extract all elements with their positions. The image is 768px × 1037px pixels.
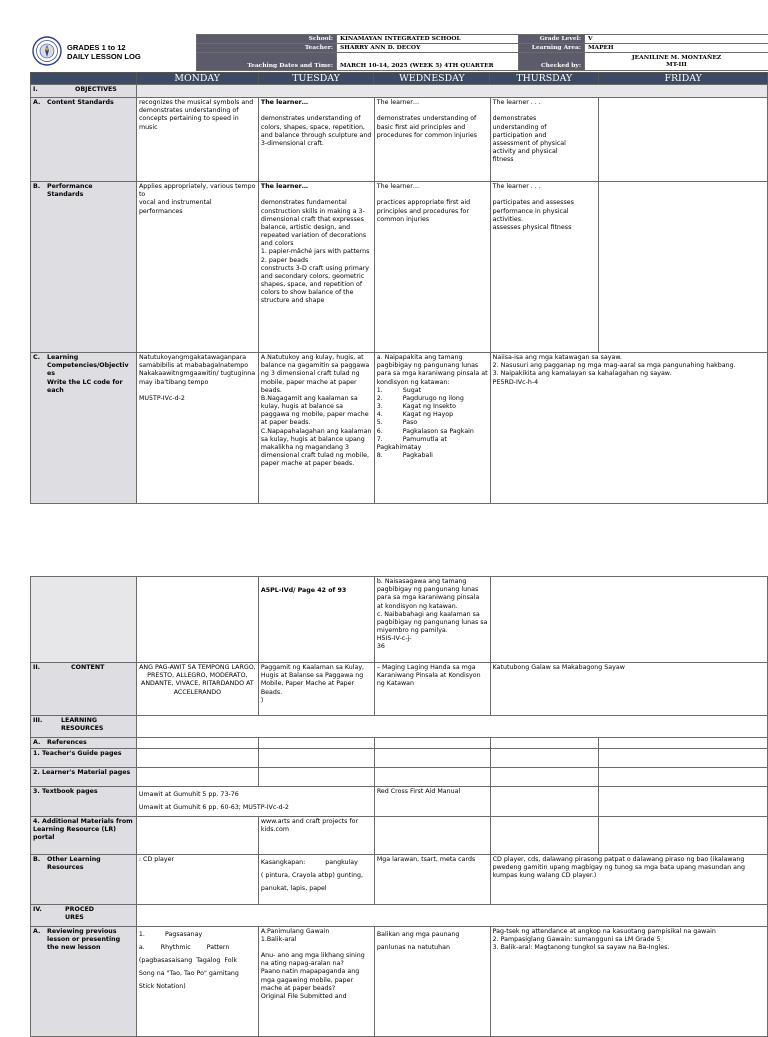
wednesday-comp-item: 3. Kagat ng Insekto <box>377 403 488 411</box>
teacher-value: SHARRY ANN D. DECOY <box>337 44 519 53</box>
textbook-ref-2: Umawit at Gumuhit 6 pp. 60-63; MU5TP-IVc-d-2 <box>139 801 372 814</box>
wednesday-comp-item: 8. Pagkabali <box>377 452 488 460</box>
day-wednesday: WEDNESDAY <box>374 73 490 85</box>
day-tuesday: TUESDAY <box>258 73 374 85</box>
content-standards-thursday <box>490 98 599 182</box>
content-standards-label <box>31 98 137 182</box>
grades-title: GRADES 1 to 12 <box>67 43 141 52</box>
day-monday: MONDAY <box>136 73 258 85</box>
performance-standards-thursday <box>490 182 599 353</box>
teachers-guide-label: 1. Teacher's Guide pages <box>31 749 137 768</box>
other-resources-title: Other Learning Resources <box>47 856 125 872</box>
learning-area-label: Learning Area: <box>519 44 585 53</box>
checked-by-value <box>585 53 768 71</box>
reviewing-title: Reviewing previous lesson or presenting the new lesson <box>47 928 123 953</box>
tuesday-perf-heading: The learner… <box>261 183 372 191</box>
monday-review-line-5: Stick Notation) <box>139 980 256 993</box>
competencies-wednesday <box>374 353 490 504</box>
procedures-roman: IV. <box>33 906 65 914</box>
tuesday-tools-line-2: ( pintura, Crayola atbp) gunting, <box>261 869 372 882</box>
continued-monday <box>136 577 258 663</box>
additional-monday <box>136 816 258 854</box>
competencies-letter: C. <box>33 354 47 362</box>
other-resources-monday: : CD player <box>136 854 258 904</box>
wednesday-comp-item: 2. Pagdurugo ng ilong <box>377 395 488 403</box>
tuesday-tools-line-3: panukat, lapis, papel <box>261 882 372 895</box>
competencies-title: Learning Competencies/Objectives Write the LC code for each <box>47 354 131 395</box>
day-thursday: THURSDAY <box>490 73 599 85</box>
performance-standards-letter: B. <box>33 183 47 191</box>
thursday-standard-text: demonstrates understanding of participation and assessment of physical activity and physical fitness <box>493 115 566 163</box>
wednesday-learner-heading: The learner… <box>377 99 488 107</box>
tg-monday <box>136 749 258 768</box>
learners-material-row <box>31 768 768 787</box>
content-standards-wednesday <box>374 98 490 182</box>
form-title <box>67 43 141 61</box>
references-row <box>31 738 768 749</box>
performance-standards-label <box>31 182 137 353</box>
references-wednesday <box>374 738 490 749</box>
references-letter: A. <box>33 739 47 747</box>
monday-review-line-2: a. Rhythmic Pattern <box>139 941 256 954</box>
tuesday-page-ref: A5PL-IVd/ Page 42 of 93 <box>261 587 372 595</box>
lm-friday <box>599 768 768 787</box>
performance-standards-tuesday <box>258 182 374 353</box>
monday-review-line-4: Song na "Tao, Tao Po" gamitang <box>139 967 256 980</box>
reviewing-tuesday: A.Panimulang Gawain 1.Balik-aral Anu- ano ang mga likhang sining na ating napag-aralan na? Paano natin mapapaganda ang mga gagawing mobile, paper mache at paper beads? Original File Submitted and <box>258 926 374 1036</box>
tg-thursday <box>490 749 599 768</box>
other-resources-wednesday: Mga larawan, tsart, meta cards <box>374 854 490 904</box>
lm-thursday <box>490 768 599 787</box>
performance-standards-monday: Applies appropriately, various tempo to vocal and instrumental performances <box>136 182 258 353</box>
content-thursday: Katutubong Galaw sa Makabagong Sayaw <box>490 663 767 716</box>
objectives-row <box>31 85 768 98</box>
competencies-row <box>31 353 768 504</box>
reviewing-monday <box>136 926 258 1036</box>
content-standards-row <box>31 98 768 182</box>
grade-level-label: Grade Level: <box>519 35 585 44</box>
references-thursday <box>490 738 599 749</box>
lesson-table-part-2 <box>30 576 768 1037</box>
textbook-thursday <box>490 787 599 816</box>
teaching-dates-label: Teaching Dates and Time: <box>197 53 337 71</box>
grade-level-value: V <box>585 35 768 44</box>
learning-resources-roman: III. <box>33 717 61 725</box>
learners-material-label: 2. Learner's Material pages <box>31 768 137 787</box>
checker-position: MT-III <box>588 61 765 68</box>
monday-review-line-1: 1. Pagsasanay <box>139 928 256 941</box>
checker-name: JEANILINE M. MONTAÑEZ <box>588 54 765 61</box>
wednesday-standard-text: demonstrates understanding of basic first aid principles and procedures for common injuries <box>377 115 477 138</box>
logo-area <box>30 34 190 72</box>
additional-wednesday <box>374 816 490 854</box>
tg-tuesday <box>258 749 374 768</box>
thursday-perf-heading: The learner . . . <box>493 183 597 191</box>
day-header-blank <box>31 73 137 85</box>
lm-monday <box>136 768 258 787</box>
procedures-row <box>31 904 768 926</box>
textbook-friday <box>599 787 768 816</box>
learning-resources-label <box>31 716 137 738</box>
lesson-table-part-1 <box>30 84 768 504</box>
tg-wednesday <box>374 749 490 768</box>
reviewing-wednesday <box>374 926 490 1036</box>
content-row <box>31 663 768 716</box>
teaching-dates-value: MARCH 10-14, 2025 (WEEK 5) 4TH QUARTER <box>337 53 519 71</box>
reviewing-label <box>31 926 137 1036</box>
competencies-tuesday: A.Natutukoy ang kulay, hugis, at balance na gagamitin sa paggawa ng 3 dimensional craft tulad ng mobile, paper mache at paper beads. B.Nagagamit ang kaalaman sa kulay, hugis at balance sa paggawa ng mobile, paper mache at paper beads. C.Napapahalagahan ang kaalaman sa kulay, hugis at balance upang makalikha ng magandang 3 dimensional craft tulad ng mobile, paper mache at paper beads. <box>258 353 374 504</box>
other-resources-thursday: CD player, cds, dalawang pirasong patpat o dalawang piraso ng bao (ikalawang pwedeng gamitin upang magbigay ng tunog sa mga bata upang masundan ang kumpas kung walang CD player.) <box>490 854 767 904</box>
continued-label-cell <box>31 577 137 663</box>
other-resources-label <box>31 854 137 904</box>
wednesday-comp-item: 4. Kagat ng Hayop <box>377 411 488 419</box>
content-roman: II. <box>33 664 71 672</box>
continued-thursday <box>490 577 767 663</box>
wednesday-comp-item: 7. Pamumutla at Pagkahimatay <box>377 436 488 452</box>
objectives-title: OBJECTIVES <box>75 86 117 93</box>
learning-resources-title: LEARNING RESOURCES <box>61 717 133 733</box>
wednesday-review-line-2: panlunas na natutuhan <box>377 941 488 954</box>
tg-friday <box>599 749 768 768</box>
document-header <box>30 34 768 72</box>
learning-resources-row <box>31 716 768 738</box>
objectives-label <box>31 85 137 98</box>
learning-area-value: MAPEH <box>585 44 768 53</box>
competencies-monday: Natutukoyangmgakatawaganpara samabibilis at mababagalnatempo Nakakaawitngmgaawitin/ tugtuginna may iba'tibang tempo MU5TP-IVc-d-2 <box>136 353 258 504</box>
wednesday-review-line-1: Balikan ang mga paunang <box>377 928 488 941</box>
textbook-label: 3. Textbook pages <box>31 787 137 816</box>
wednesday-perf-heading: The learner… <box>377 183 488 191</box>
wednesday-comp-item: 6. Pagkalason sa Pagkain <box>377 428 488 436</box>
header-info-table <box>196 34 768 71</box>
performance-standards-wednesday <box>374 182 490 353</box>
textbook-row <box>31 787 768 816</box>
content-standards-monday: recognizes the musical symbols and demonstrates understanding of concepts pertaining to speed in music <box>136 98 258 182</box>
objectives-roman: I. <box>33 86 38 93</box>
performance-standards-friday <box>599 182 768 353</box>
monday-review-line-3: (pagbasasaisang Tagalog Folk <box>139 954 256 967</box>
tuesday-perf-text: demonstrates fundamental construction skills in making a 3-dimensional craft that expresses balance, artistic design, and repeated variation of decorations and colors 1. papier-mâché jars with patterns 2. paper beads constructs 3-D craft using primary and secondary colors, geometric shapes, space, and repetition of colors to show balance of the structure and shape <box>261 199 370 304</box>
additional-materials-row <box>31 816 768 854</box>
wednesday-comp-item: 5. Paso <box>377 419 488 427</box>
additional-materials-label: 4. Additional Materials from Learning Resource (LR) portal <box>31 816 137 854</box>
content-standards-friday <box>599 98 768 182</box>
daily-lesson-log-title: DAILY LESSON LOG <box>67 52 141 61</box>
continued-tuesday <box>258 577 374 663</box>
content-tuesday: Paggamit ng Kaalaman sa Kulay, Hugis at Balanse sa Paggawa ng Mobile, Paper Mache at Paper Beads. ) <box>258 663 374 716</box>
competencies-thursday: Naiisa-isa ang mga katawagan sa sayaw. 2. Nasusuri ang pagganap ng mga mag-aaral sa mga pangunahing hakbang. 3. Naipakikita ang kamalayan sa kahalagahan ng sayaw. PE5RD-IVc-h-4 <box>490 353 767 504</box>
content-standards-tuesday <box>258 98 374 182</box>
references-title: References <box>47 739 87 746</box>
deped-seal-icon <box>32 36 62 66</box>
performance-standards-row <box>31 182 768 353</box>
competencies-continued-row <box>31 577 768 663</box>
procedures-label <box>31 904 137 926</box>
textbook-ref-1: Umawit at Gumuhit 5 pp. 73-76 <box>139 788 372 801</box>
reviewing-row <box>31 926 768 1036</box>
thursday-perf-text: participates and assesses performance in physical activities. assesses physical fitness <box>493 199 574 231</box>
content-standards-letter: A. <box>33 99 47 107</box>
procedures-cell <box>136 904 767 926</box>
textbook-wednesday: Red Cross First Aid Manual <box>374 787 490 816</box>
lm-wednesday <box>374 768 490 787</box>
wednesday-comp-intro: a. Naipapakita ang tamang pagbibigay ng pangunang lunas para sa mga karaniwang pinsala at kondisyon ng katawan: <box>377 354 488 387</box>
reviewing-thursday: Pag-tsek ng attendance at angkop na kasuotang pampisikal na gawain 2. Pampasiglang Gawain: sumangguni sa LM Grade 5 3. Balik-aral: Magtanong tungkol sa sayaw na Ba-Ingles. <box>490 926 767 1036</box>
references-tuesday <box>258 738 374 749</box>
content-wednesday: – Maging Laging Handa sa mga Karaniwang Pinsala at Kondisyon ng Katawan <box>374 663 490 716</box>
tuesday-learner-heading: The learner… <box>261 99 372 107</box>
teachers-guide-row <box>31 749 768 768</box>
other-resources-row <box>31 854 768 904</box>
school-value: KINAMAYAN INTEGRATED SCHOOL <box>337 35 519 44</box>
content-label <box>31 663 137 716</box>
lm-tuesday <box>258 768 374 787</box>
content-monday: ANG PAG-AWIT SA TEMPONG LARGO, PRESTO, ALLEGRO, MODERATO, ANDANTE, VIVACE, RITARDANDO AT ACCELERANDO <box>136 663 258 716</box>
additional-tuesday: www.arts and craft projects for kids.com <box>258 816 374 854</box>
additional-thursday <box>490 816 599 854</box>
continued-wednesday: b. Naisasagawa ang tamang pagbibigay ng pangunang lunas para sa mga karaniwang pinsala at kondisyon ng katawan. c. Naibabahagi ang kaalaman sa pagbibigay ng pangunang lunas sa miyembro ng pamilya. H5IS-IV-c-j- 36 <box>374 577 490 663</box>
competencies-label <box>31 353 137 504</box>
performance-standards-title: Performance Standards <box>47 183 127 199</box>
procedures-title: PROCEDURES <box>65 906 99 922</box>
day-friday: FRIDAY <box>599 73 768 85</box>
tuesday-standard-text: demonstrates understanding of colors, shapes, space, repetition, and balance through sculpture and 3-dimensional craft. <box>261 115 372 147</box>
school-label: School: <box>197 35 337 44</box>
textbook-monday <box>136 787 374 816</box>
checked-by-label: Checked by: <box>519 53 585 71</box>
references-label <box>31 738 137 749</box>
references-monday <box>136 738 258 749</box>
content-title: CONTENT <box>71 664 104 671</box>
learning-resources-cell <box>136 716 767 738</box>
wednesday-perf-text: practices appropriate first aid principles and procedures for common injuries <box>377 199 470 222</box>
references-friday <box>599 738 768 749</box>
teacher-label: Teacher: <box>197 44 337 53</box>
thursday-learner-heading: The learner . . . <box>493 99 597 107</box>
other-resources-letter: B. <box>33 856 47 864</box>
content-standards-title: Content Standards <box>47 99 127 107</box>
wednesday-comp-item: 1. Sugat <box>377 387 488 395</box>
additional-friday <box>599 816 768 854</box>
tuesday-tools-line-1: Kasangkapan: pangkulay <box>261 856 372 869</box>
reviewing-letter: A. <box>33 928 47 936</box>
objectives-cell <box>136 85 767 98</box>
other-resources-tuesday <box>258 854 374 904</box>
